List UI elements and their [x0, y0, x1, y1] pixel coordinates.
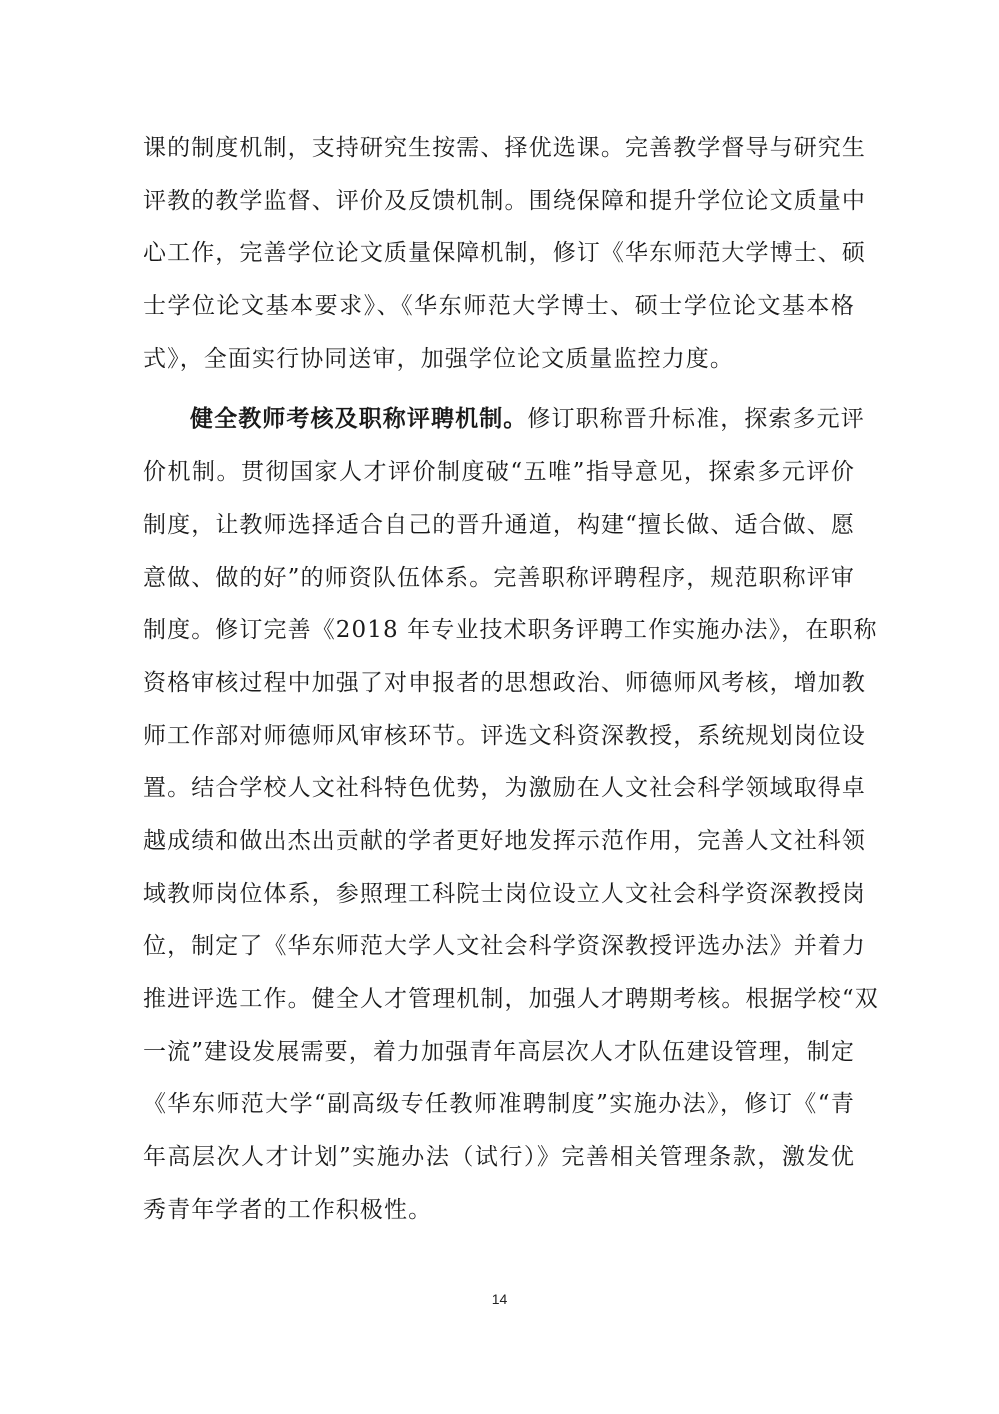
paragraph-2: [143, 393, 879, 1236]
section-heading: 健全教师考核及职称评聘机制。: [190, 405, 528, 433]
text-line: 制度。修订完善《2018 年专业技术职务评聘工作实施办法》，在职称: [143, 617, 878, 644]
document-body: [143, 122, 879, 1236]
text-line: 位，制定了《华东师范大学人文社会科学资深教授评选办法》并着力: [143, 933, 866, 960]
paragraph-gap: [143, 385, 855, 393]
text-line: 置。结合学校人文社科特色优势，为激励在人文社会科学领域取得卓: [143, 775, 866, 802]
text-line: 士学位论文基本要求》、《华东师范大学博士、硕士学位论文基本格: [143, 293, 855, 320]
paragraph-1: [143, 122, 866, 385]
text-line: 秀青年学者的工作积极性。: [143, 1196, 433, 1223]
text-line: [143, 393, 865, 446]
text-line: 推进评选工作。健全人才管理机制，加强人才聘期考核。根据学校“双: [143, 986, 879, 1012]
text-line: 资格审核过程中加强了对申报者的思想政治、师德师风考核，增加教: [143, 669, 866, 696]
text-line: 师工作部对师德师风审核环节。评选文科资深教授，系统规划岗位设: [143, 722, 866, 749]
text-line: 式》，全面实行协同送审，加强学位论文质量监控力度。: [143, 345, 734, 372]
text-line: 评教的教学监督、评价及反馈机制。围绕保障和提升学位论文质量中: [143, 187, 866, 214]
text-line: 年高层次人才计划”实施办法（试行）》完善相关管理条款，激发优: [143, 1144, 855, 1171]
text-line: 《华东师范大学“副高级专任教师准聘制度”实施办法》，修订《“青: [143, 1091, 855, 1118]
text-line: 一流”建设发展需要，着力加强青年高层次人才队伍建设管理，制定: [143, 1038, 855, 1065]
text-line: 越成绩和做出杰出贡献的学者更好地发挥示范作用，完善人文社科领: [143, 827, 866, 854]
text-line: 价机制。贯彻国家人才评价制度破“五唯”指导意见，探索多元评价: [143, 459, 855, 486]
text-line: 域教师岗位体系，参照理工科院士岗位设立人文社会科学资深教授岗: [143, 880, 866, 907]
heading-line-text: 修订职称晋升标准，探索多元评: [527, 406, 865, 433]
text-line: 心工作，完善学位论文质量保障机制，修订《华东师范大学博士、硕: [143, 240, 866, 267]
text-line: 课的制度机制，支持研究生按需、择优选课。完善教学督导与研究生: [143, 135, 866, 161]
page-number: 14: [491, 1291, 508, 1307]
text-line: 意做、做的好”的师资队伍体系。完善职称评聘程序，规范职称评审: [143, 564, 855, 591]
text-line: 制度，让教师选择适合自己的晋升通道，构建“擅长做、适合做、愿: [143, 511, 855, 538]
